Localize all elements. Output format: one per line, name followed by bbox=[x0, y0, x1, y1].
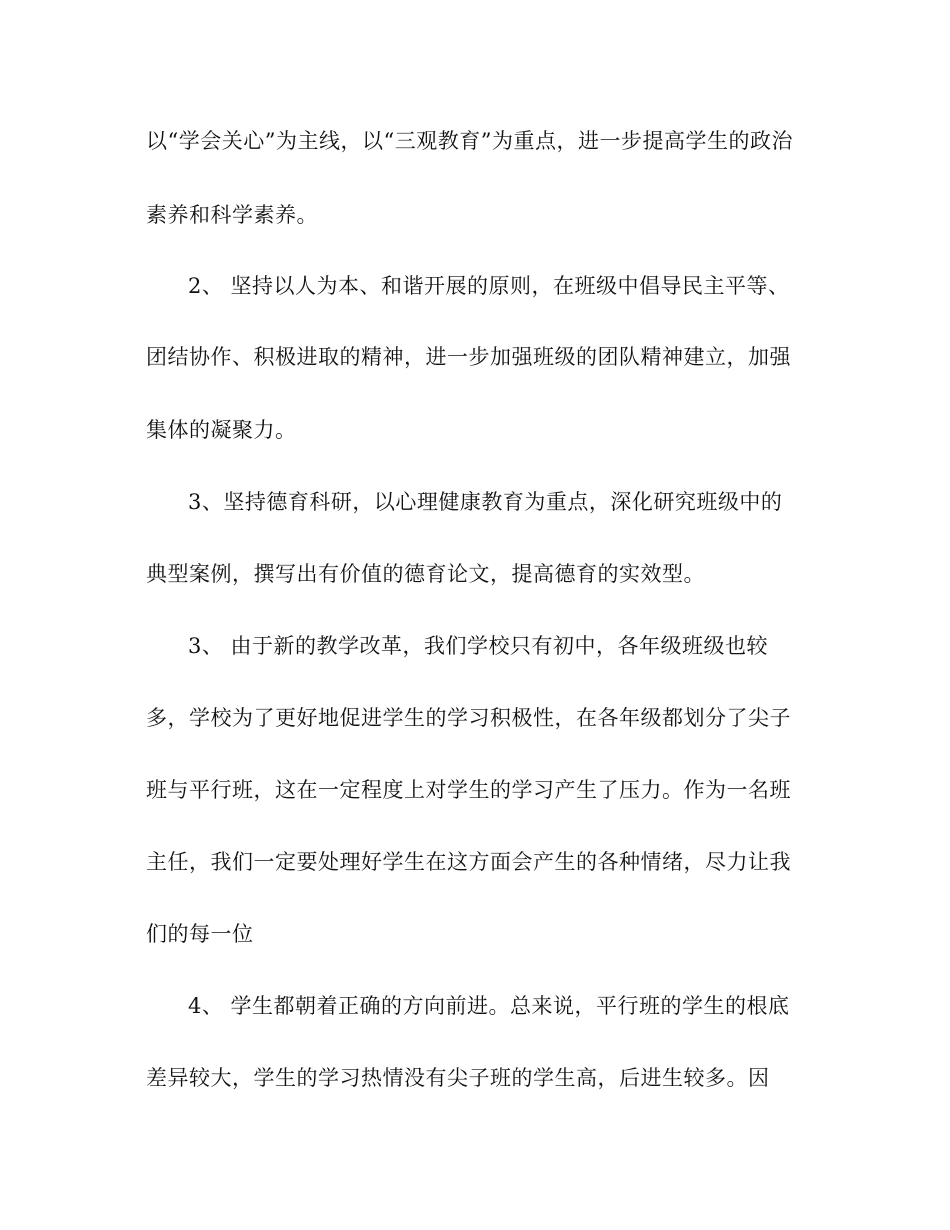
text-line: 素养和科学素养。 bbox=[146, 203, 318, 227]
text-line: 3、 由于新的教学改革，我们学校只有初中，各年级班级也较 bbox=[188, 634, 769, 658]
text-line: 差异较大，学生的学习热情没有尖子班的学生高，后进生较多。因 bbox=[146, 1066, 770, 1090]
text-line: 以“学会关心”为主线，以“三观教育”为重点，进一步提高学生的政治 bbox=[146, 129, 793, 153]
text-line: 集体的凝聚力。 bbox=[146, 418, 297, 442]
text-line: 们的每一位 bbox=[146, 922, 254, 946]
text-line: 4、 学生都朝着正确的方向前进。总来说，平行班的学生的根底 bbox=[188, 994, 790, 1018]
text-line: 主任，我们一定要处理好学生在这方面会产生的各种情绪，尽力让我 bbox=[146, 850, 791, 874]
text-line: 2、 坚持以人为本、和谐开展的原则，在班级中倡导民主平等、 bbox=[188, 274, 790, 298]
text-line: 团结协作、积极进取的精神，进一步加强班级的团队精神建立，加强 bbox=[146, 345, 791, 369]
text-line: 多，学校为了更好地促进学生的学习积极性，在各年级都划分了尖子 bbox=[146, 706, 791, 730]
text-line: 班与平行班，这在一定程度上对学生的学习产生了压力。作为一名班 bbox=[146, 778, 791, 802]
text-line: 典型案例，撰写出有价值的德育论文，提高德育的实效型。 bbox=[146, 562, 705, 586]
text-line: 3、坚持德育科研，以心理健康教育为重点，深化研究班级中的 bbox=[188, 490, 783, 514]
